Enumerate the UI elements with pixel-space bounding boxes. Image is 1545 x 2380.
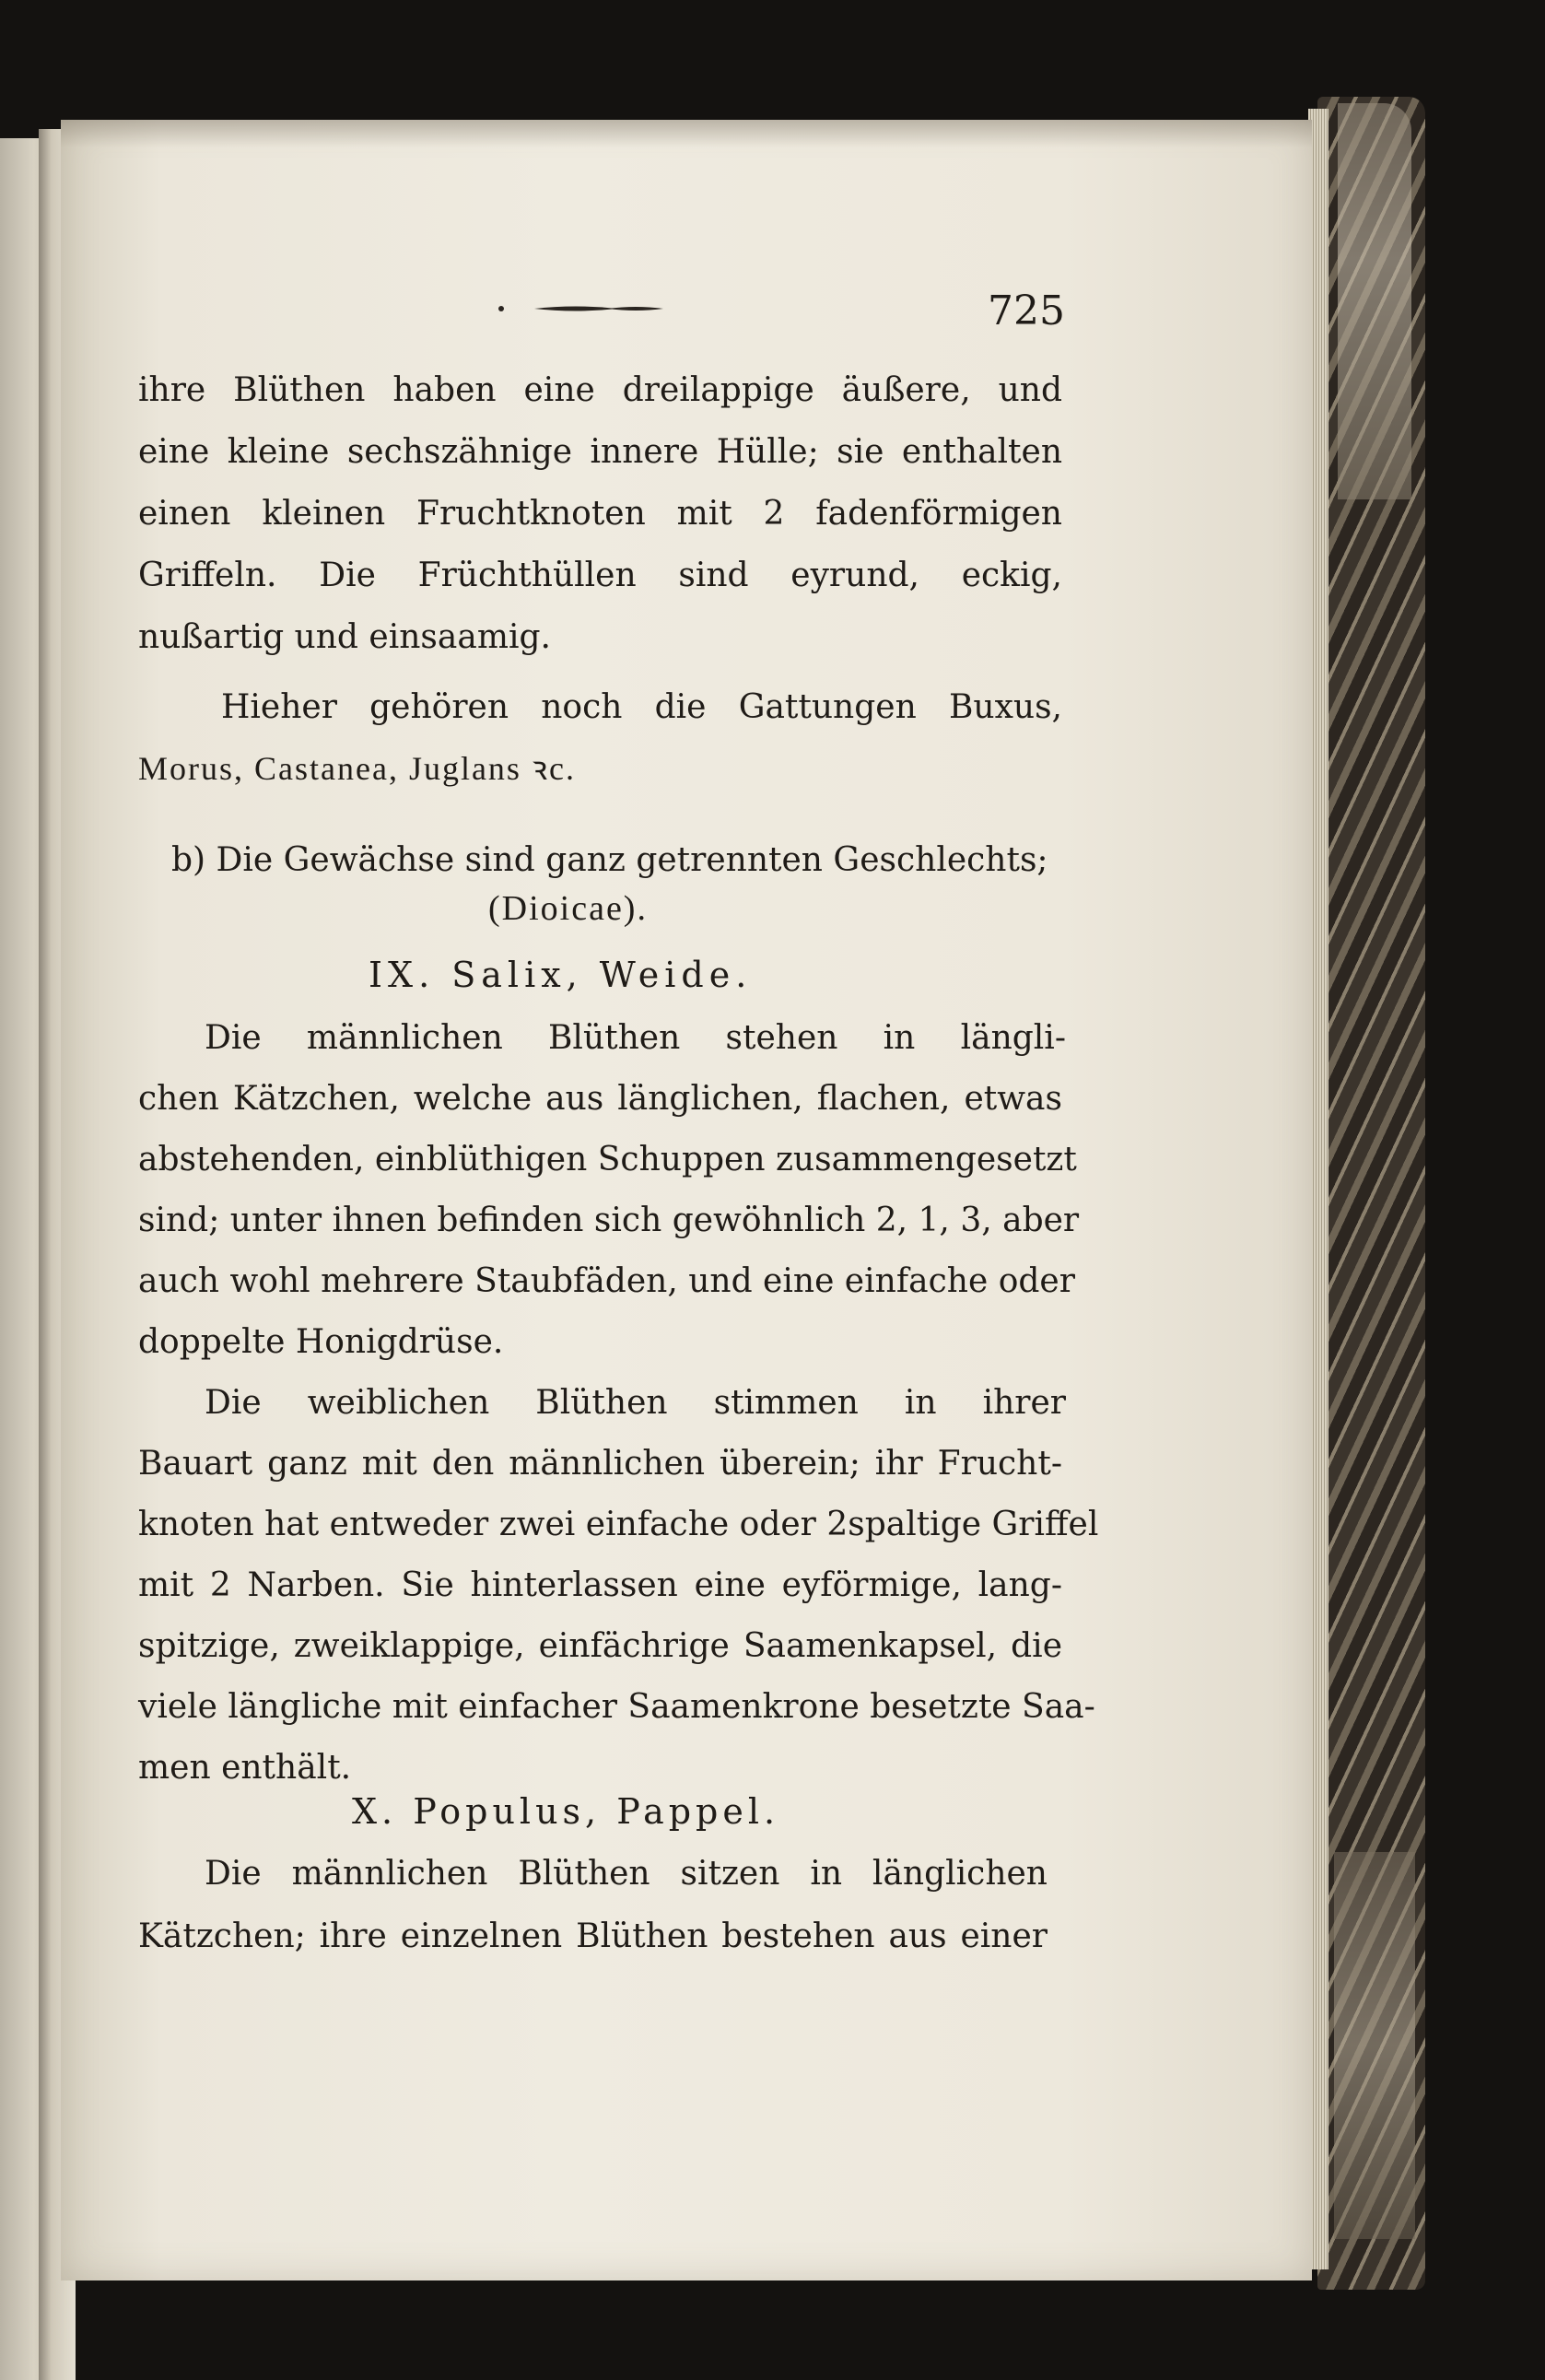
header-ornament-rule — [497, 303, 668, 314]
text-line: auch wohl mehrere Staubfäden, und eine einfache oder — [138, 1262, 1075, 1300]
text-line: Kätzchen; ihre einzelnen Blüthen bestehen aus einer — [138, 1917, 1048, 1955]
text-line: doppelte Honigdrüse. — [138, 1323, 504, 1361]
section-heading-latin: (Dioicae). — [488, 889, 648, 928]
worn-cover-lower-edge — [1334, 1852, 1415, 2239]
genus-heading: IX. Salix, Weide. — [369, 955, 753, 995]
text-line: Die männlichen Blüthen stehen in längli- — [205, 1019, 1066, 1057]
page-number: 725 — [988, 287, 1065, 334]
text-line: Die männlichen Blüthen sitzen in länglichen — [205, 1855, 1048, 1893]
text-line: abstehenden, einblüthigen Schuppen zusammengesetzt — [138, 1141, 1077, 1178]
text-line: Morus, Castanea, Juglans ꝛc. — [138, 750, 576, 787]
text-line: eine kleine sechszähnige innere Hülle; sie enthalten — [138, 433, 1062, 471]
worn-cover-corner — [1338, 103, 1411, 499]
text-line: ihre Blüthen haben eine dreilappige äußere, und — [138, 371, 1062, 409]
genus-heading: X. Populus, Pappel. — [352, 1791, 780, 1832]
text-line: sind; unter ihnen befinden sich gewöhnlich 2, 1, 3, aber — [138, 1202, 1080, 1239]
text-line: knoten hat entweder zwei einfache oder 2spaltige Griffel — [138, 1506, 1099, 1543]
text-line: viele längliche mit einfacher Saamenkrone besetzte Saa- — [138, 1688, 1095, 1726]
text-line: men enthält. — [138, 1749, 352, 1787]
text-line: Die weiblichen Blüthen stimmen in ihrer — [205, 1384, 1066, 1422]
text-line: einen kleinen Fruchtknoten mit 2 fadenförmigen — [138, 495, 1062, 533]
text-line: Bauart ganz mit den männlichen überein; ihr Frucht- — [138, 1445, 1062, 1483]
text-line: spitzige, zweiklappige, einfächrige Saamenkapsel, die — [138, 1627, 1062, 1665]
text-line: mit 2 Narben. Sie hinterlassen eine eyförmige, lang- — [138, 1566, 1062, 1604]
text-line: Hieher gehören noch die Gattungen Buxus, — [221, 688, 1062, 726]
section-heading: b) Die Gewächse sind ganz getrennten Geschlechts; — [171, 841, 1048, 879]
text-line: nußartig und einsaamig. — [138, 618, 551, 656]
text-line: Griffeln. Die Früchthüllen sind eyrund, eckig, — [138, 557, 1062, 594]
text-line: chen Kätzchen, welche aus länglichen, flachen, etwas — [138, 1080, 1062, 1118]
